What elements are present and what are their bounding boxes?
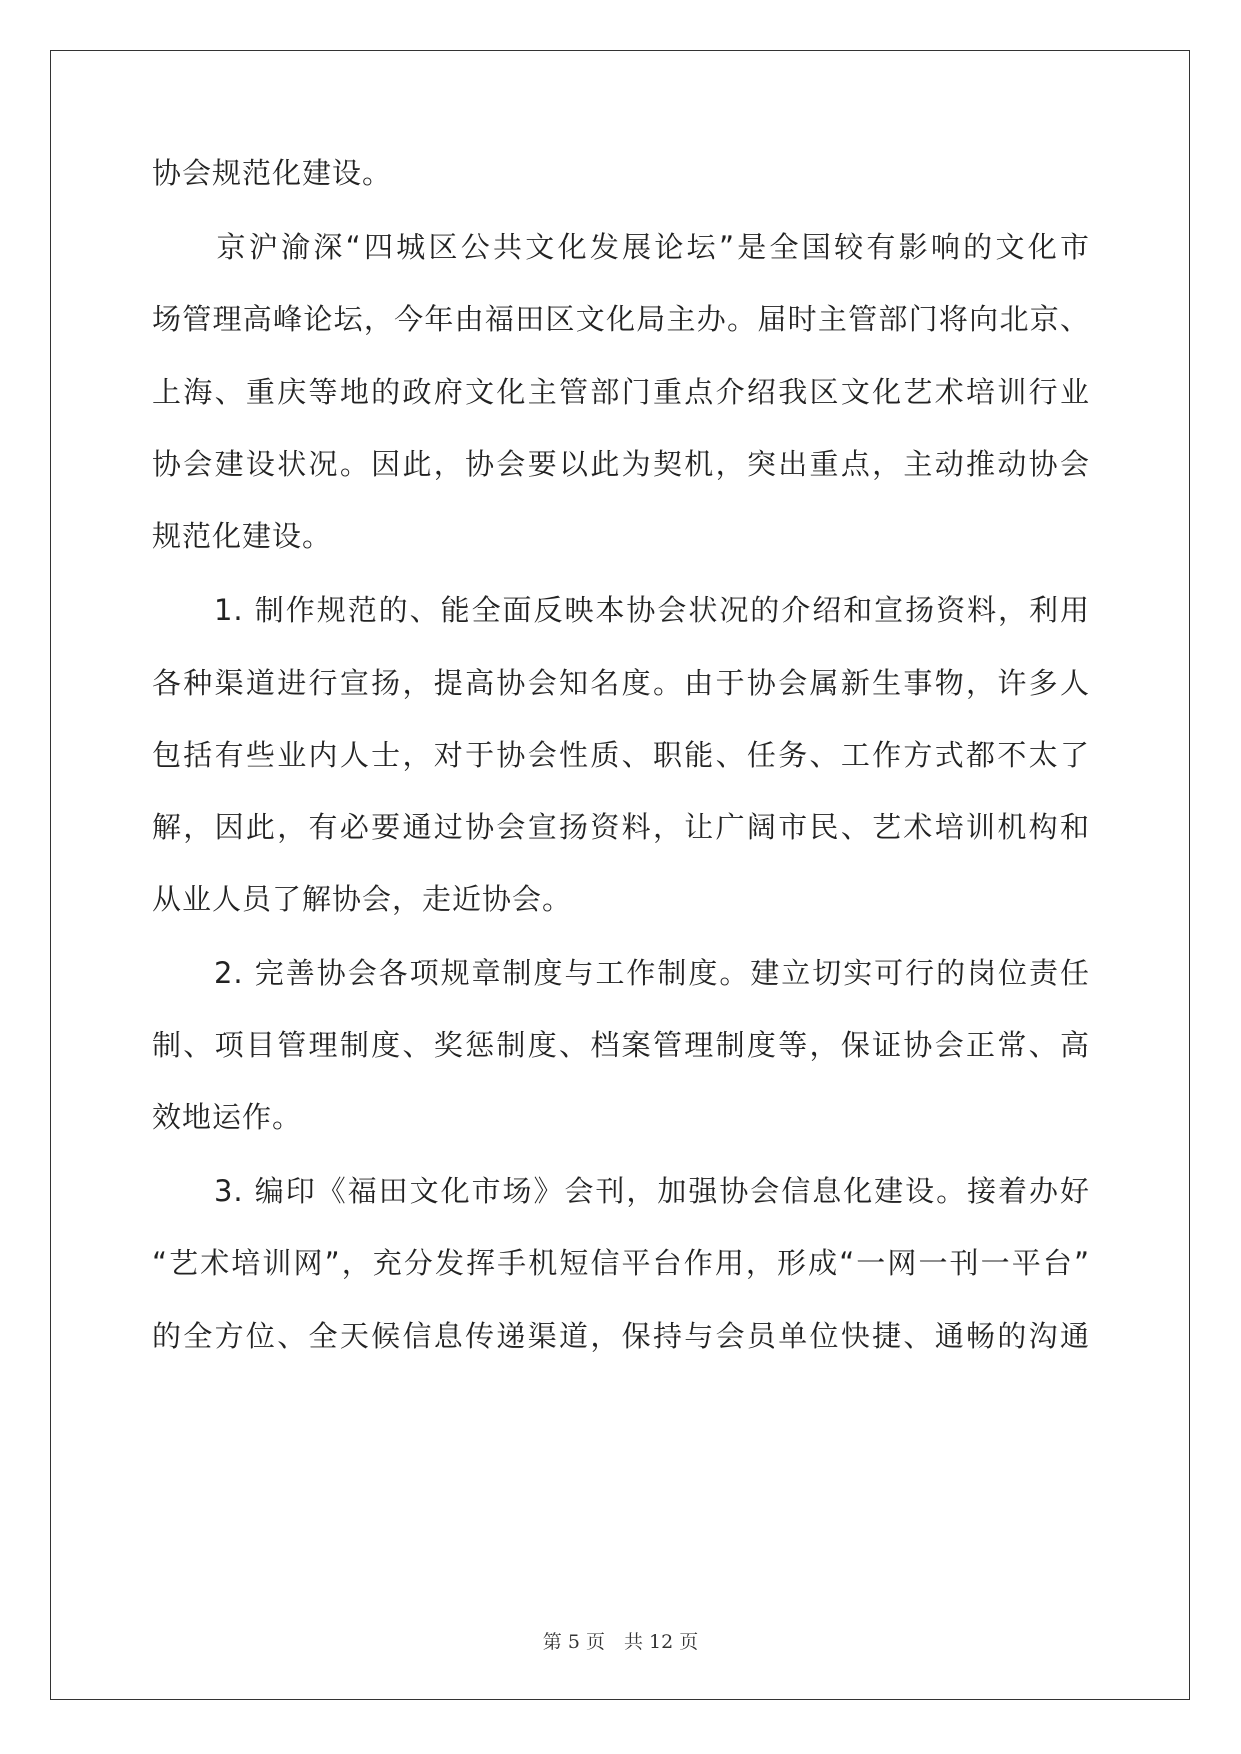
text-line: 2. 完善协会各项规章制度与工作制度。建立切实可行的岗位责任 <box>152 956 1090 990</box>
text-line: 包括有些业内人士，对于协会性质、职能、任务、工作方式都不太了 <box>152 738 1090 772</box>
text-line: 协会规范化建设。 <box>152 156 393 190</box>
text-line: 协会建设状况。因此，协会要以此为契机，突出重点，主动推动协会 <box>152 447 1090 481</box>
text-line: 上海、重庆等地的政府文化主管部门重点介绍我区文化艺术培训行业 <box>152 375 1090 409</box>
text-line: 的全方位、全天候信息传递渠道，保持与会员单位快捷、通畅的沟通 <box>152 1319 1090 1353</box>
text-line: 解，因此，有必要通过协会宣扬资料，让广阔市民、艺术培训机构和 <box>152 810 1090 844</box>
text-line: “艺术培训网”，充分发挥手机短信平台作用，形成“一网一刊一平台” <box>152 1246 1090 1280</box>
text-line: 从业人员了解协会，走近协会。 <box>152 882 573 916</box>
text-line: 规范化建设。 <box>152 519 333 553</box>
page-number-footer: 第 5 页 共 12 页 <box>542 1631 699 1653</box>
page-border <box>50 50 1190 1700</box>
text-line: 场管理高峰论坛，今年由福田区文化局主办。届时主管部门将向北京、 <box>152 302 1090 336</box>
text-line: 京沪渝深“四城区公共文化发展论坛”是全国较有影响的文化市 <box>152 230 1090 264</box>
text-line: 各种渠道进行宣扬，提高协会知名度。由于协会属新生事物，许多人 <box>152 666 1090 700</box>
text-line: 效地运作。 <box>152 1100 303 1134</box>
text-line: 制、项目管理制度、奖惩制度、档案管理制度等，保证协会正常、高 <box>152 1028 1090 1062</box>
text-line: 1. 制作规范的、能全面反映本协会状况的介绍和宣扬资料，利用 <box>152 593 1090 627</box>
text-line: 3. 编印《福田文化市场》会刊，加强协会信息化建设。接着办好 <box>152 1174 1090 1208</box>
